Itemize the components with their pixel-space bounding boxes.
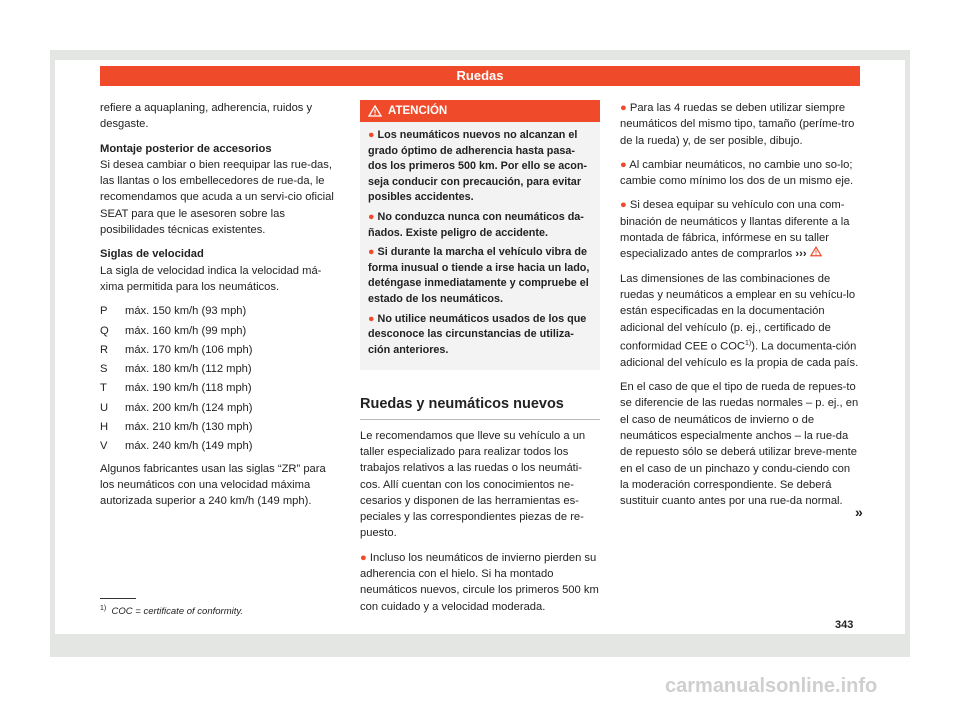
dimensions-text: Las dimensiones de las combinaciones de ruedas y neumáticos a emplear en su vehícu-lo están especificadas en la documentación adicional del vehículo (p. ej., certificado de conformidad CEE o COC$^{1)}$). La documenta-ción adicional del vehículo es la propia de cada país.	[620, 272, 859, 369]
warning-triangle-icon	[810, 246, 822, 257]
mount-text: Si desea cambiar o bien reequipar las rue-das, las llantas o los embellecedores de rue-da, le recomendamos que acuda a un servi-cio oficial SEAT para que le asesoren sobre las posibilidades técnicas existentes.	[100, 158, 334, 237]
page-number: 343	[835, 619, 854, 631]
section-bullet: ● Incluso los neumáticos de invierno pierden su adherencia con el hielo. Si ha montado neumáticos nuevos, circule los primeros 500 km con cuidado y a velocidad moderada.	[360, 551, 599, 613]
rule-bullet: ● Si desea equipar su vehículo con una com-binación de neumáticos y llantas diferente a la montada de fábrica, infórmese en su taller especializado antes de comprarlos ›››	[620, 199, 850, 261]
footnote-ref: 1)	[744, 339, 752, 347]
column-right	[620, 100, 860, 518]
speed-row: R máx. 170 km/h (106 mph)	[100, 343, 253, 356]
bullet-icon: ●	[620, 199, 630, 212]
speed-row: V máx. 240 km/h (149 mph)	[100, 440, 253, 453]
continue-mark: »	[855, 504, 863, 520]
spare-wheel-text: En el caso de que el tipo de rueda de repues-to se diferencie de las ruedas normales – p. ej., en el caso de neumáticos de invierno o de neumáticos especialmente anchos – la rue-da de repuesto sólo se deberá utilizar breve-mente en el caso de un pinchazo y condu-ciendo con la moderación correspondiente. Se deberá sustituir cuanto antes por una rue-da normal.	[620, 381, 859, 508]
bullet-icon: ●	[620, 102, 630, 114]
speed-list	[100, 303, 340, 454]
section-title: Ruedas y neumáticos nuevos	[360, 396, 600, 419]
warning-title: ATENCIÓN	[388, 105, 448, 117]
zr-text: Algunos fabricantes usan las siglas “ZR” para los neumáticos con una velocidad máxima autorizada superior a 240 km/h (149 mph).	[100, 462, 326, 508]
footnote: $^{1)}$ COC = certificate of conformity.	[100, 605, 244, 618]
warning-item: ● No conduzca nunca con neumáticos da-ñados. Existe peligro de accidente.	[368, 210, 584, 239]
page-header: Ruedas	[100, 66, 860, 86]
column-middle	[360, 100, 600, 623]
bullet-icon: ●	[360, 551, 370, 564]
warning-triangle-icon	[368, 105, 382, 117]
speed-row: S máx. 180 km/h (112 mph)	[100, 363, 252, 376]
intro-text: refiere a aquaplaning, adherencia, ruidos y desgaste.	[100, 102, 313, 131]
bullet-icon: ●	[368, 312, 378, 325]
bullet-icon: ●	[368, 246, 378, 259]
speed-heading: Siglas de velocidad	[100, 248, 204, 261]
section-text: Le recomendamos que lleve su vehículo a un taller especializado para realizar todos los trabajos relativos a las ruedas o los neumáti-cos. Allí cuentan con los conocimientos ne-cesarios y disponen de las herramientas es-peciales y las correspondientes piezas de re-puesto.	[360, 429, 586, 540]
speed-text: La sigla de velocidad indica la velocidad má-xima permitida para los neumáticos.	[100, 264, 322, 293]
warning-item: ● Los neumáticos nuevos no alcanzan el grado óptimo de adherencia hasta pasa-dos los primeros 500 km. Por ello se acon-seja conducir con precaución, para evitar posibles accidentes.	[368, 129, 588, 204]
warning-box	[360, 100, 600, 370]
watermark: carmanualsonline.info	[665, 675, 878, 697]
warning-header	[360, 100, 600, 122]
footnote-divider	[100, 598, 136, 599]
bullet-icon: ●	[368, 129, 378, 141]
speed-row: U máx. 200 km/h (124 mph)	[100, 401, 253, 414]
rule-bullet: ● Al cambiar neumáticos, no cambie uno so-lo; cambie como mínimo los dos de un mismo eje.	[620, 158, 854, 188]
warning-item: ● No utilice neumáticos usados de los que desconoce las circunstancias de utiliza-ción anteriores.	[368, 312, 587, 356]
bullet-icon: ●	[368, 210, 378, 223]
column-left	[100, 100, 340, 518]
speed-row: H máx. 210 km/h (130 mph)	[100, 421, 253, 434]
rule-bullet: ● Para las 4 ruedas se deben utilizar siempre neumáticos del mismo tipo, tamaño (períme-tro de la rueda) y, de ser posible, dibujo.	[620, 102, 855, 147]
warning-body	[360, 122, 600, 370]
mount-heading: Montaje posterior de accesorios	[100, 142, 272, 155]
speed-row: P máx. 150 km/h (93 mph)	[100, 305, 247, 318]
speed-row: T máx. 190 km/h (118 mph)	[100, 382, 252, 395]
warning-item: ● Si durante la marcha el vehículo vibra de forma inusual o tiende a irse hacia un lado, deténgase inmediatamente y compruebe el estado de los neumáticos.	[368, 246, 590, 305]
speed-row: Q máx. 160 km/h (99 mph)	[100, 324, 247, 337]
cross-ref-arrows: ›››	[795, 248, 807, 261]
bullet-icon: ●	[620, 158, 630, 171]
